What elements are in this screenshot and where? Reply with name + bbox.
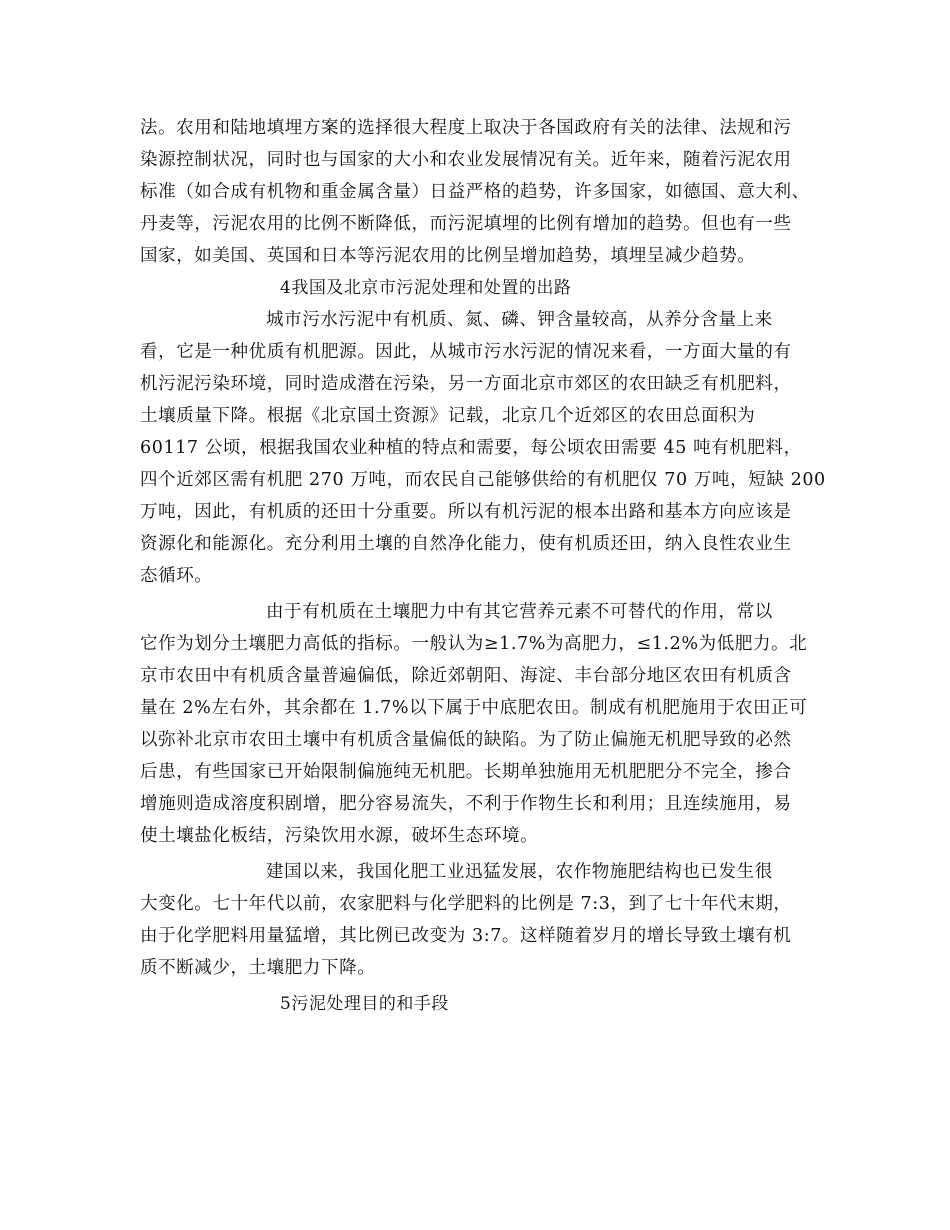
paragraph-sludge-resource — [140, 304, 840, 592]
text-line: 资源化和能源化。充分利用土壤的自然净化能力，使有机质还田，纳入良性农业生 — [140, 534, 792, 554]
text-line: 四个近郊区需有机肥 270 万吨，而农民自己能够供给的有机肥仅 70 万吨，短缺 200 — [140, 470, 826, 490]
text-line: 建国以来，我国化肥工业迅猛发展，农作物施肥结构也已发生很 — [266, 862, 773, 882]
text-line: 60117 公顷，根据我国农业种植的特点和需要，每公顷农田需要 45 吨有机肥料， — [140, 438, 802, 458]
intro-paragraph — [140, 112, 840, 272]
text-line: 大变化。七十年代以前，农家肥料与化学肥料的比例是 7:3，到了七十年代末期， — [140, 894, 792, 914]
section-heading-4: 4我国及北京市污泥处理和处置的出路 — [280, 278, 572, 298]
section-heading-5: 5污泥处理目的和手段 — [280, 994, 449, 1014]
paragraph-organic-matter — [140, 596, 840, 852]
text-line: 土壤质量下降。根据《北京国土资源》记载，北京几个近郊区的农田总面积为 — [140, 406, 756, 426]
text-line: 量在 2%左右外，其余都在 1.7%以下属于中底肥农田。制成有机肥施用于农田正可 — [140, 698, 808, 718]
text-line: 增施则造成溶度积剧增，肥分容易流失，不利于作物生长和利用；且连续施用，易 — [140, 794, 792, 814]
text-line: 机污泥污染环境，同时造成潜在污染，另一方面北京市郊区的农田缺乏有机肥料， — [140, 374, 792, 394]
text-line: 使土壤盐化板结，污染饮用水源，破坏生态环境。 — [140, 826, 539, 846]
text-line: 质不断减少，土壤肥力下降。 — [140, 958, 376, 978]
text-line: 国家，如美国、英国和日本等污泥农用的比例呈增加趋势，填埋呈减少趋势。 — [140, 246, 756, 266]
text-line: 丹麦等，污泥农用的比例不断降低，而污泥填埋的比例有增加的趋势。但也有一些 — [140, 214, 792, 234]
text-line: 法。农用和陆地填埋方案的选择很大程度上取决于各国政府有关的法律、法规和污 — [140, 118, 792, 138]
text-line: 染源控制状况，同时也与国家的大小和农业发展情况有关。近年来，随着污泥农用 — [140, 150, 792, 170]
text-line: 标准（如合成有机物和重金属含量）日益严格的趋势，许多国家，如德国、意大利、 — [140, 182, 810, 202]
text-line: 由于化学肥料用量猛增，其比例已改变为 3:7。这样随着岁月的增长导致土壤有机 — [140, 926, 792, 946]
text-line: 以弥补北京市农田土壤中有机质含量偏低的缺陷。为了防止偏施无机肥导致的必然 — [140, 730, 792, 750]
text-line: 态循环。 — [140, 566, 213, 586]
text-line: 万吨，因此，有机质的还田十分重要。所以有机污泥的根本出路和基本方向应该是 — [140, 502, 792, 522]
text-line: 它作为划分土壤肥力高低的指标。一般认为≥1.7%为高肥力，≤1.2%为低肥力。北 — [140, 634, 808, 654]
text-line: 后患，有些国家已开始限制偏施纯无机肥。长期单独施用无机肥肥分不完全，掺合 — [140, 762, 792, 782]
document-page — [140, 112, 840, 1020]
text-line: 看，它是一种优质有机肥源。因此，从城市污水污泥的情况来看，一方面大量的有 — [140, 342, 792, 362]
text-line: 由于有机质在土壤肥力中有其它营养元素不可替代的作用，常以 — [266, 602, 773, 622]
text-line: 城市污水污泥中有机质、氮、磷、钾含量较高，从养分含量上来 — [266, 310, 773, 330]
paragraph-fertilizer-history — [140, 856, 840, 984]
text-line: 京市农田中有机质含量普遍偏低，除近郊朝阳、海淀、丰台部分地区农田有机质含 — [140, 666, 792, 686]
